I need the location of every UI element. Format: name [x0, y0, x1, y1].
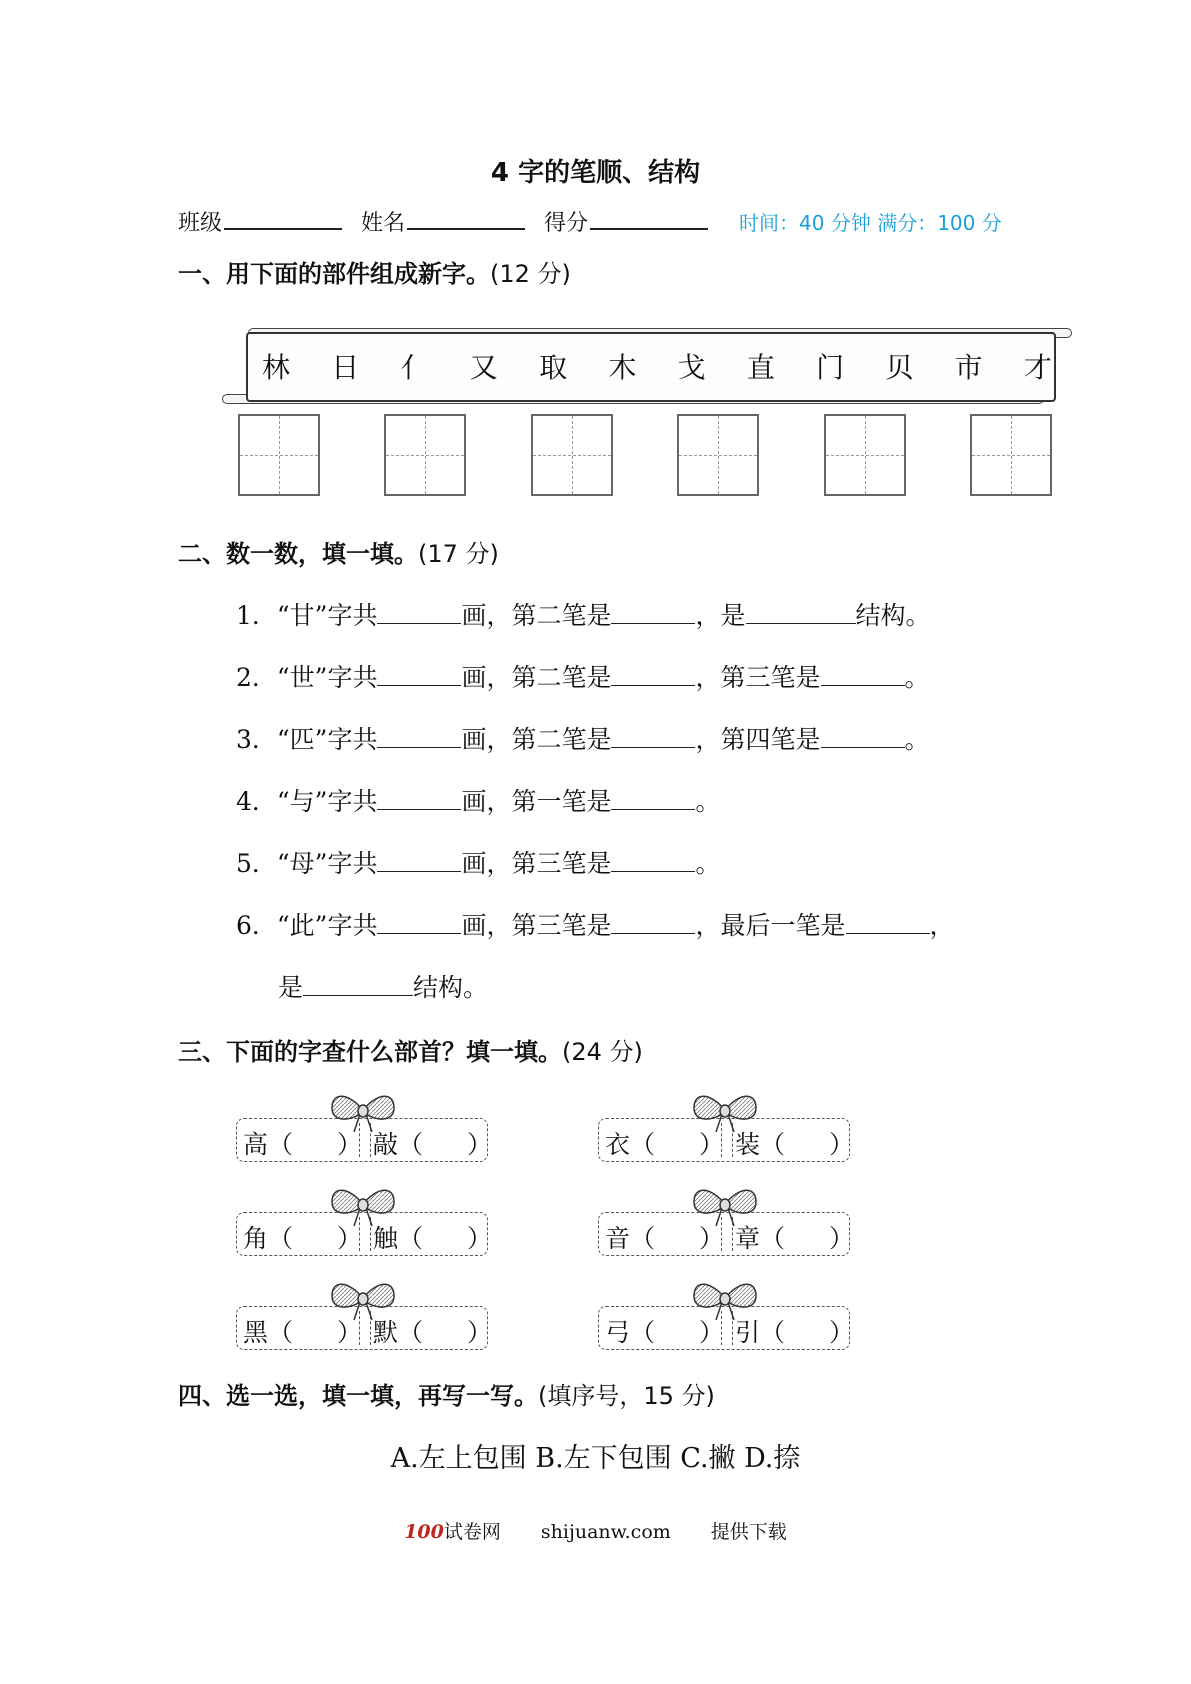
section-3-heading	[178, 1032, 643, 1067]
bow-icon	[690, 1276, 760, 1320]
q-number: 6．	[236, 911, 277, 940]
q-text: 画，第一笔是	[461, 787, 612, 816]
bow-icon	[328, 1276, 398, 1320]
radical-char: 黑（	[243, 1318, 294, 1347]
answer-blank[interactable]	[821, 665, 905, 686]
component: 市	[954, 351, 983, 384]
radical-char: 角（	[243, 1224, 294, 1253]
radical-char: 触（	[373, 1224, 424, 1253]
radical-char: 默（	[373, 1318, 424, 1347]
bow-icon	[328, 1088, 398, 1132]
writing-grid-box[interactable]	[238, 414, 320, 496]
writing-grid-box[interactable]	[970, 414, 1052, 496]
component: 木	[608, 351, 637, 384]
component: 贝	[885, 351, 914, 384]
answer-blank[interactable]	[377, 727, 461, 748]
paren-close: ）	[829, 1224, 855, 1253]
component: 戈	[677, 351, 706, 384]
bow-icon	[690, 1182, 760, 1226]
site-logo: 100	[404, 1521, 444, 1543]
answer-blank[interactable]	[611, 665, 695, 686]
q-char: “甘”字共	[276, 601, 378, 630]
answer-options: A.左上包围 B.左下包围 C.撇 D.捺	[390, 1443, 801, 1474]
radical-char: 音（	[605, 1224, 656, 1253]
radical-char: 敲（	[373, 1130, 424, 1159]
q-text: 结构。	[855, 601, 931, 630]
site-url[interactable]: shijuanw.com	[540, 1521, 671, 1543]
score-label: 得分	[544, 211, 589, 236]
radical-char: 弓（	[605, 1318, 656, 1347]
stroke-question-6	[236, 906, 955, 942]
q-char: “母”字共	[276, 849, 378, 878]
writing-grid-box[interactable]	[677, 414, 759, 496]
bow-icon	[328, 1182, 398, 1226]
radical-char: 衣（	[605, 1130, 656, 1159]
section-2-points: (17 分)	[418, 540, 499, 568]
radical-char: 章（	[735, 1224, 786, 1253]
component: 门	[816, 351, 845, 384]
stroke-question-6-line-2	[278, 968, 488, 1004]
q-text: 。	[695, 787, 721, 816]
q-text: ，	[929, 911, 955, 940]
q-text: 。	[904, 725, 930, 754]
stroke-question-3	[236, 720, 930, 756]
writing-grid-box[interactable]	[384, 414, 466, 496]
q-text: ，第三笔是	[695, 663, 821, 692]
answer-blank[interactable]	[611, 913, 695, 934]
page-title: 4 字的笔顺、结构	[490, 158, 701, 188]
paren-close: ）	[467, 1224, 493, 1253]
paren-close: ）	[337, 1224, 363, 1253]
radical-char: 装（	[735, 1130, 786, 1159]
stroke-question-2	[236, 658, 930, 694]
component: 取	[539, 351, 568, 384]
paren-close: ）	[467, 1318, 493, 1347]
q-text: 画，第二笔是	[461, 663, 612, 692]
q-char: “与”字共	[276, 787, 378, 816]
paren-close: ）	[829, 1318, 855, 1347]
answer-blank[interactable]	[611, 727, 695, 748]
writing-grid-box[interactable]	[824, 414, 906, 496]
component: 又	[469, 351, 498, 384]
class-blank[interactable]	[224, 210, 342, 230]
q-text: 画，第二笔是	[461, 601, 612, 630]
q-text: 结构。	[413, 973, 489, 1002]
q-text: ，是	[695, 601, 746, 630]
student-info	[178, 206, 1002, 237]
radical-char: 引（	[735, 1318, 786, 1347]
q-char: “此”字共	[276, 911, 378, 940]
q-number: 5．	[236, 849, 277, 878]
radical-char: 高（	[243, 1130, 294, 1159]
q-number: 4．	[236, 787, 277, 816]
writing-grid-box[interactable]	[531, 414, 613, 496]
section-3-points: (24 分)	[562, 1038, 643, 1066]
section-2-heading	[178, 534, 499, 569]
q-text: 。	[695, 849, 721, 878]
answer-blank[interactable]	[377, 913, 461, 934]
class-label: 班级	[178, 211, 223, 236]
answer-blank[interactable]	[611, 789, 695, 810]
stroke-question-5	[236, 844, 721, 880]
paren-close: ）	[829, 1130, 855, 1159]
q-number: 2．	[236, 663, 277, 692]
q-text: 画，第三笔是	[461, 911, 612, 940]
section-4-points: (填序号，15 分)	[538, 1382, 715, 1410]
paren-close: ）	[699, 1224, 725, 1253]
q-number: 3．	[236, 725, 277, 754]
answer-blank[interactable]	[846, 913, 930, 934]
score-blank[interactable]	[590, 210, 708, 230]
section-2-title: 二、数一数，填一填。	[178, 540, 418, 568]
time-score-note: 时间：40 分钟 满分：100 分	[739, 211, 1002, 235]
q-text: 是	[278, 973, 304, 1002]
paren-close: ）	[467, 1130, 493, 1159]
component: 林	[262, 351, 291, 384]
name-label: 姓名	[361, 211, 406, 236]
bow-icon	[690, 1088, 760, 1132]
paren-close: ）	[337, 1318, 363, 1347]
q-char: “匹”字共	[276, 725, 378, 754]
footer-note: 提供下载	[710, 1521, 787, 1543]
stroke-question-1	[236, 596, 931, 632]
q-text: 。	[904, 663, 930, 692]
component: 直	[746, 351, 775, 384]
component: 亻	[400, 351, 429, 384]
stroke-question-4	[236, 782, 721, 818]
answer-blank[interactable]	[303, 975, 413, 996]
section-1-title: 一、用下面的部件组成新字。	[178, 260, 490, 288]
section-3-title: 三、下面的字查什么部首？填一填。	[178, 1038, 562, 1066]
section-1-points: (12 分)	[490, 260, 571, 288]
answer-blank[interactable]	[821, 727, 905, 748]
q-text: 画，第二笔是	[461, 725, 612, 754]
answer-blank[interactable]	[746, 603, 856, 624]
q-text: 画，第三笔是	[461, 849, 612, 878]
component: 才	[1023, 351, 1052, 384]
section-1-heading	[178, 254, 571, 289]
site-name-cn: 试卷网	[443, 1521, 501, 1543]
component-list	[262, 346, 1052, 386]
component: 日	[331, 351, 360, 384]
answer-blank[interactable]	[377, 851, 461, 872]
section-4-heading	[178, 1376, 715, 1411]
q-text: ，第四笔是	[695, 725, 821, 754]
name-blank[interactable]	[407, 210, 525, 230]
section-4-title: 四、选一选，填一填，再写一写。	[178, 1382, 538, 1410]
paren-close: ）	[699, 1130, 725, 1159]
q-text: ，最后一笔是	[695, 911, 846, 940]
answer-blank[interactable]	[611, 851, 695, 872]
answer-blank[interactable]	[377, 789, 461, 810]
answer-blank[interactable]	[611, 603, 695, 624]
footer	[0, 1517, 1191, 1544]
paren-close: ）	[699, 1318, 725, 1347]
q-number: 1．	[236, 601, 277, 630]
answer-blank[interactable]	[377, 603, 461, 624]
q-char: “世”字共	[276, 663, 378, 692]
paren-close: ）	[337, 1130, 363, 1159]
answer-blank[interactable]	[377, 665, 461, 686]
